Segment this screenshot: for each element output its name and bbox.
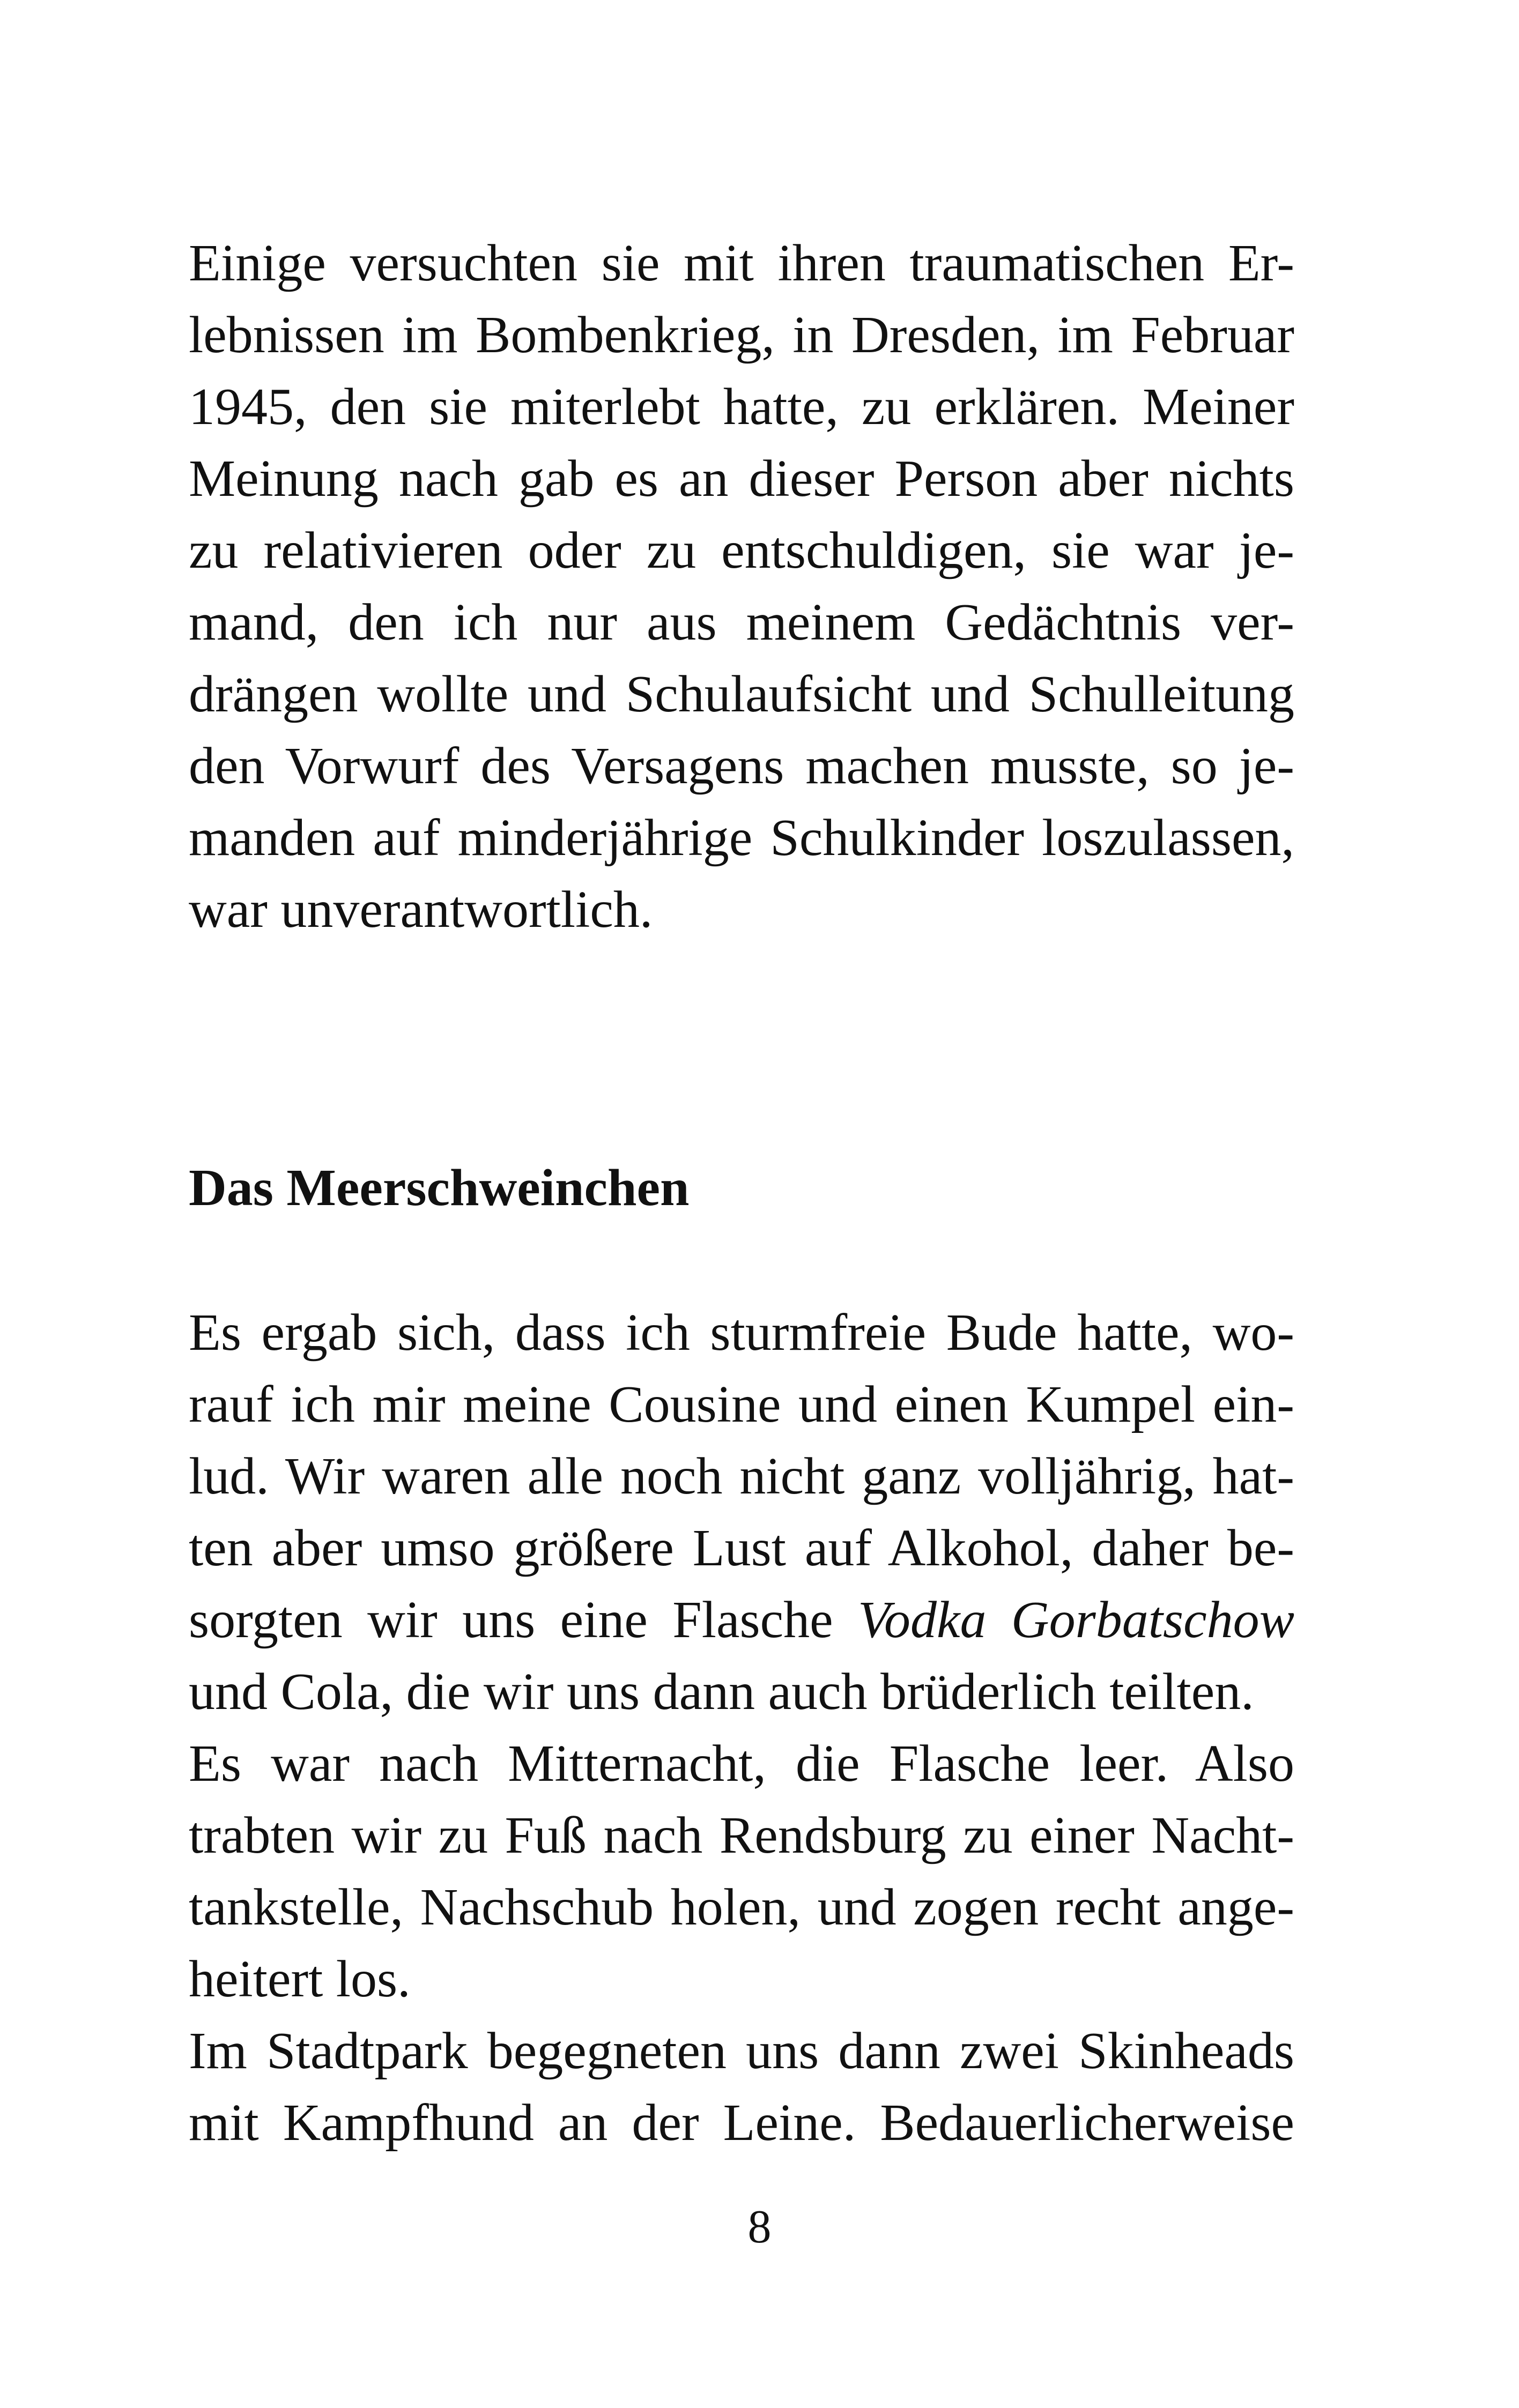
paragraph-3-line-4: heitert los. [189, 1950, 411, 2008]
paragraph-1-line-3: 1945, den sie miterlebt hatte, zu erklären. Meiner [189, 378, 1294, 436]
paragraph-3-line-1: Es war nach Mitternacht, die Flasche leer. Also [189, 1735, 1294, 1793]
paragraph-1-line-10: war unverantwortlich. [189, 881, 653, 939]
paragraph-1-line-4: Meinung nach gab es an dieser Person aber nichts [189, 450, 1294, 508]
section-heading: Das Meerschweinchen [189, 1159, 690, 1217]
paragraph-1-line-7: drängen wollte und Schulaufsicht und Schulleitung [189, 665, 1294, 723]
paragraph-4-line-2: mit Kampfhund an der Leine. Bedauerlicherweise [189, 2094, 1294, 2152]
italic-brand-name: Vodka Gorbatschow [857, 1591, 1294, 1649]
paragraph-2-line-2: rauf ich mir meine Cousine und einen Kumpel ein- [189, 1376, 1294, 1433]
paragraph-2-line-3: lud. Wir waren alle noch nicht ganz volljährig, hat- [189, 1447, 1294, 1505]
paragraph-2-line-1: Es ergab sich, dass ich sturmfreie Bude hatte, wo- [189, 1304, 1294, 1362]
paragraph-1-line-5: zu relativieren oder zu entschuldigen, sie war je- [189, 522, 1294, 579]
paragraph-1-line-8: den Vorwurf des Versagens machen musste, so je- [189, 737, 1294, 795]
paragraph-2-line-4: ten aber umso größere Lust auf Alkohol, daher be- [189, 1519, 1294, 1577]
paragraph-4-line-1: Im Stadtpark begegneten uns dann zwei Skinheads [189, 2022, 1294, 2080]
paragraph-3-line-2: trabten wir zu Fuß nach Rendsburg zu einer Nacht- [189, 1807, 1294, 1864]
paragraph-2-line-5-text: sorgten wir uns eine Flasche [189, 1591, 833, 1649]
paragraph-2-line-6: und Cola, die wir uns dann auch brüderlich teilten. [189, 1663, 1254, 1721]
paragraph-2-line-5 [189, 1585, 1294, 1655]
paragraph-3-line-3: tankstelle, Nachschub holen, und zogen recht ange- [189, 1878, 1294, 1936]
paragraph-1-line-1: Einige versuchten sie mit ihren traumatischen Er- [189, 234, 1294, 292]
paragraph-1-line-9: manden auf minderjährige Schulkinder loszulassen, [189, 809, 1294, 867]
paragraph-1-line-6: mand, den ich nur aus meinem Gedächtnis ver- [189, 593, 1294, 651]
paragraph-1-line-2: lebnissen im Bombenkrieg, in Dresden, im Februar [189, 306, 1294, 364]
page-number: 8 [747, 2201, 772, 2253]
